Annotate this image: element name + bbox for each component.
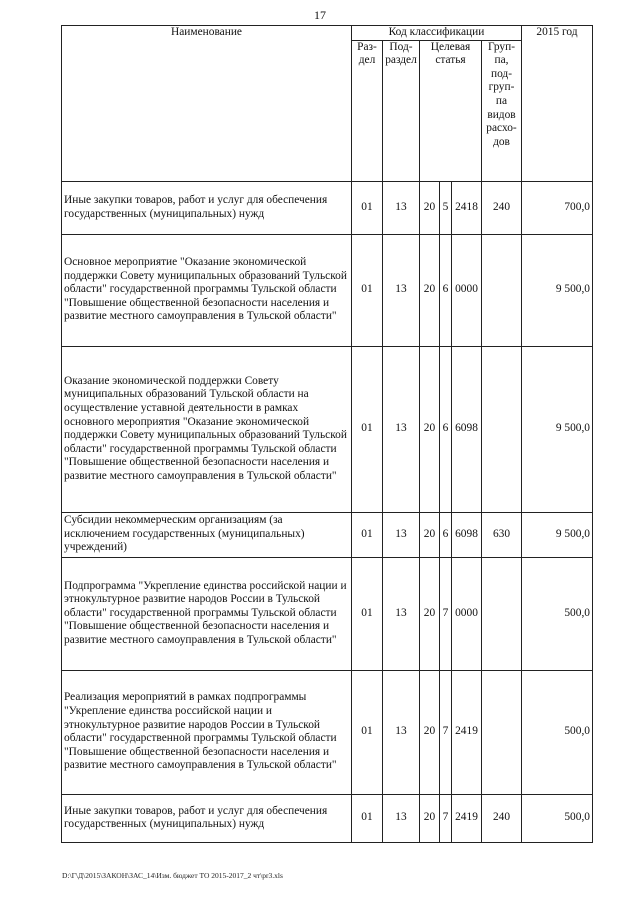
table-row [62, 181, 593, 234]
table-row [62, 670, 593, 794]
header-code-group: Код классификации [352, 26, 522, 41]
row-razdel: 01 [352, 512, 383, 557]
row-target-program: 20 [420, 512, 440, 557]
row-group [482, 670, 522, 794]
table-row [62, 346, 593, 512]
row-podrazdel: 13 [383, 234, 420, 346]
header-group: Груп- па, под- груп- па видов расхо- дов [482, 40, 522, 181]
row-target-program: 20 [420, 557, 440, 670]
header-podrazdel: Под- раздел [383, 40, 420, 181]
row-razdel: 01 [352, 794, 383, 842]
row-podrazdel: 13 [383, 512, 420, 557]
header-target: Целевая статья [420, 40, 482, 181]
row-razdel: 01 [352, 234, 383, 346]
row-group [482, 346, 522, 512]
row-target-subprogram: 6 [440, 234, 452, 346]
row-target-subprogram: 6 [440, 512, 452, 557]
row-target-program: 20 [420, 234, 440, 346]
budget-table [61, 25, 593, 843]
row-target-subprogram: 5 [440, 181, 452, 234]
row-target-code: 6098 [452, 346, 482, 512]
header-razdel: Раз- дел [352, 40, 383, 181]
table-row [62, 557, 593, 670]
table-row [62, 794, 593, 842]
row-group [482, 234, 522, 346]
file-path-footer: D:\Г\Д\2015\ЗАКОН\ЗАС_14\Изм. бюджет ТО 2015-2017_2 чт\pr3.xls [62, 871, 283, 880]
row-amount: 700,0 [522, 181, 593, 234]
row-amount: 500,0 [522, 794, 593, 842]
row-amount: 500,0 [522, 557, 593, 670]
row-razdel: 01 [352, 670, 383, 794]
row-podrazdel: 13 [383, 181, 420, 234]
row-target-program: 20 [420, 794, 440, 842]
row-podrazdel: 13 [383, 794, 420, 842]
row-razdel: 01 [352, 346, 383, 512]
page-number: 17 [314, 8, 326, 22]
row-amount: 9 500,0 [522, 234, 593, 346]
header-year: 2015 год [522, 26, 593, 182]
row-target-code: 6098 [452, 512, 482, 557]
row-target-code: 2419 [452, 794, 482, 842]
row-amount: 500,0 [522, 670, 593, 794]
row-name: Реализация мероприятий в рамках подпрограммы "Укрепление единства российской нации и этнокультурное развитие народов России в Тульской области" государственной программы Тульской области "Повышение общественной безопасности населения и развитие местного самоуправления в Тульской области" [62, 670, 352, 794]
row-name: Основное мероприятие "Оказание экономической поддержки Совету муниципальных образований Тульской области" государственной программы Тульской области "Повышение общественной безопасности населения и развитие местного самоуправления в Тульской области" [62, 234, 352, 346]
row-podrazdel: 13 [383, 557, 420, 670]
header-name: Наименование [62, 26, 352, 182]
row-target-subprogram: 7 [440, 670, 452, 794]
row-razdel: 01 [352, 181, 383, 234]
row-target-program: 20 [420, 670, 440, 794]
row-group: 240 [482, 181, 522, 234]
row-podrazdel: 13 [383, 346, 420, 512]
row-target-code: 0000 [452, 557, 482, 670]
row-target-subprogram: 7 [440, 794, 452, 842]
row-target-program: 20 [420, 181, 440, 234]
row-target-program: 20 [420, 346, 440, 512]
row-razdel: 01 [352, 557, 383, 670]
header-row-top [62, 26, 593, 41]
row-target-code: 0000 [452, 234, 482, 346]
row-name: Оказание экономической поддержки Совету муниципальных образований Тульской области на осуществление уставной деятельности в рамках основного мероприятия "Оказание экономической поддержки Совету муниципальных образований Тульской области" государственной программы Тульской области "Повышение общественной безопасности населения и развитие местного самоуправления в Тульской области" [62, 346, 352, 512]
row-target-code: 2419 [452, 670, 482, 794]
row-amount: 9 500,0 [522, 512, 593, 557]
row-podrazdel: 13 [383, 670, 420, 794]
row-group: 630 [482, 512, 522, 557]
row-group [482, 557, 522, 670]
row-name: Субсидии некоммерческим организациям (за исключением государственных (муниципальных) учреждений) [62, 512, 352, 557]
table-row [62, 512, 593, 557]
row-name: Подпрограмма "Укрепление единства российской нации и этнокультурное развитие народов России в Тульской области" государственной программы Тульской области "Повышение общественной безопасности населения и развитие местного самоуправления в Тульской области" [62, 557, 352, 670]
row-target-code: 2418 [452, 181, 482, 234]
row-target-subprogram: 6 [440, 346, 452, 512]
table-row [62, 234, 593, 346]
row-target-subprogram: 7 [440, 557, 452, 670]
row-name: Иные закупки товаров, работ и услуг для обеспечения государственных (муниципальных) нужд [62, 181, 352, 234]
row-group: 240 [482, 794, 522, 842]
row-amount: 9 500,0 [522, 346, 593, 512]
row-name: Иные закупки товаров, работ и услуг для обеспечения государственных (муниципальных) нужд [62, 794, 352, 842]
